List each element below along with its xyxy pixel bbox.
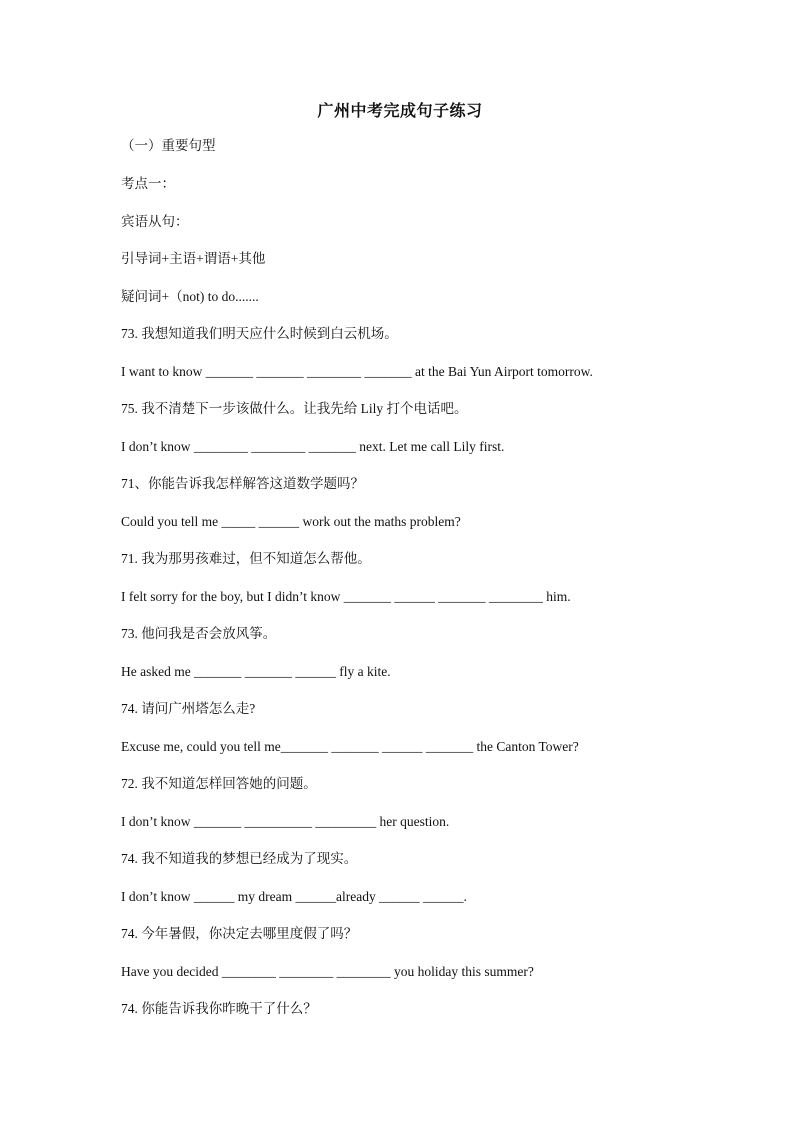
question-english: I felt sorry for the boy, but I didn’t know _______ ______ _______ ________ him. bbox=[121, 589, 571, 604]
question-chinese: 72. 我不知道怎样回答她的问题。 bbox=[121, 776, 317, 791]
topic-label: 考点一： bbox=[121, 176, 175, 191]
question-english: Could you tell me _____ ______ work out the maths problem? bbox=[121, 514, 461, 529]
page-title: 广州中考完成句子练习 bbox=[317, 103, 483, 120]
question-english: Excuse me, could you tell me_______ _______ ______ _______ the Canton Tower? bbox=[121, 739, 579, 754]
question-chinese: 74. 我不知道我的梦想已经成为了现实。 bbox=[121, 851, 358, 866]
grammar-label: 宾语从句： bbox=[121, 214, 189, 229]
question-english: Have you decided ________ ________ ________ you holiday this summer? bbox=[121, 964, 534, 979]
question-chinese: 74. 今年暑假，你决定去哪里度假了吗？ bbox=[121, 926, 358, 941]
section-heading: （一）重要句型 bbox=[121, 138, 216, 153]
pattern-line: 引导词+主语+谓语+其他 bbox=[121, 251, 266, 266]
question-english: I want to know _______ _______ ________ _______ at the Bai Yun Airport tomorrow. bbox=[121, 364, 593, 379]
question-chinese: 73. 我想知道我们明天应什么时候到白云机场。 bbox=[121, 326, 398, 341]
question-english: I don’t know ________ ________ _______ next. Let me call Lily first. bbox=[121, 439, 505, 454]
question-english: I don’t know ______ my dream ______already ______ ______. bbox=[121, 889, 467, 904]
question-chinese: 74. 你能告诉我你昨晚干了什么？ bbox=[121, 1001, 317, 1016]
question-chinese: 73. 他问我是否会放风筝。 bbox=[121, 626, 277, 641]
pattern-line: 疑问词+（not) to do....... bbox=[121, 289, 259, 304]
question-english: I don’t know _______ __________ _________ her question. bbox=[121, 814, 450, 829]
question-chinese: 71、你能告诉我怎样解答这道数学题吗？ bbox=[121, 476, 364, 491]
question-english: He asked me _______ _______ ______ fly a kite. bbox=[121, 664, 391, 679]
question-chinese: 75. 我不清楚下一步该做什么。让我先给 Lily 打个电话吧。 bbox=[121, 401, 468, 416]
question-chinese: 71. 我为那男孩难过，但不知道怎么帮他。 bbox=[121, 551, 371, 566]
question-chinese: 74. 请问广州塔怎么走? bbox=[121, 701, 256, 716]
